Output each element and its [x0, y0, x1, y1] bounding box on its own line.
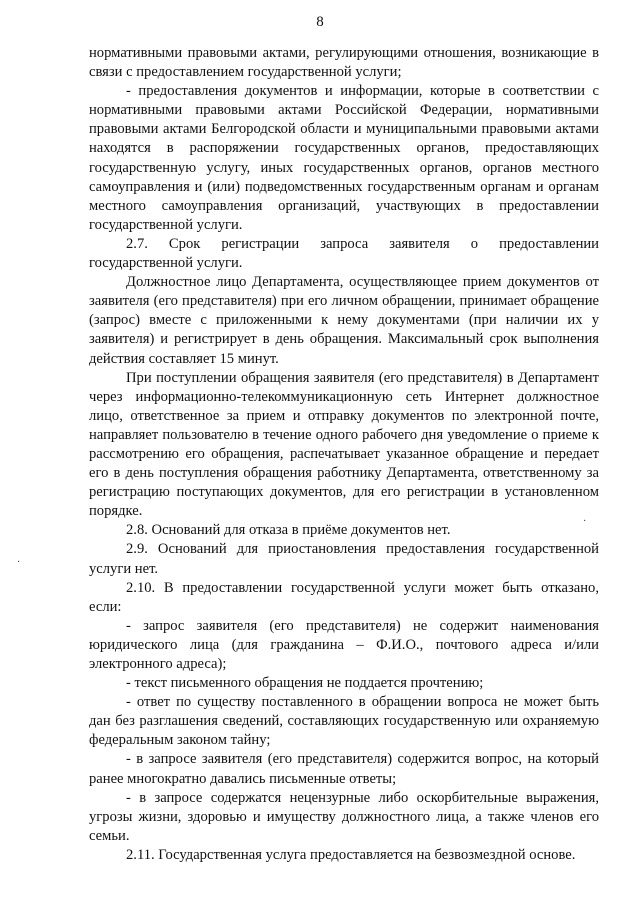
paragraph: нормативными правовыми актами, регулирующими отношения, возникающие в связи с предоставлением государственной услуги;	[89, 45, 599, 81]
section-heading: 2.11. Государственная услуга предоставляется на безвозмездной основе.	[126, 846, 576, 863]
page-number: 8	[316, 14, 324, 30]
section-heading: 2.10. В предоставлении государственной услуги может быть отказано, если:	[89, 579, 599, 615]
list-item: - ответ по существу поставленного в обращении вопроса не может быть дан без разглашения сведений, составляющих государственную или охраняемую федеральным законом тайну;	[89, 694, 599, 749]
list-item: - в запросе заявителя (его представителя) содержится вопрос, на который ранее многократно давались письменные ответы;	[89, 751, 599, 787]
list-item: - в запросе содержатся нецензурные либо оскорбительные выражения, угрозы жизни, здоровью и имуществу должностного лица, а также членов его семьи.	[89, 789, 599, 844]
section-heading: 2.9. Оснований для приостановления предоставления государственной услуги нет.	[89, 541, 599, 577]
paragraph: При поступлении обращения заявителя (его представителя) в Департамент через информационно-телекоммуникационную сеть Интернет должностное лицо, ответственное за прием и отправку документов по электронной почте, направляет пользователю в течение одного рабочего дня уведомление о приеме к рассмотрению его обращения, распечатывает указанное обращение и передает его в день поступления обращения работнику Департамента, ответственному за регистрацию поступающих документов, для его регистрации в установленном порядке.	[89, 369, 599, 520]
paragraph: - предоставления документов и информации, которые в соответствии с нормативными правовыми актами Российской Федерации, нормативными правовыми актами Белгородской области и муниципальными правовыми актами находятся в распоряжении государственных органов, предоставляющих государственную услугу, иных государственных органов, органов местного самоуправления и (или) подведомственных государственным органам и органам местного самоуправления организаций, участвующих в предоставлении государственной услуги.	[89, 83, 599, 233]
document-body	[89, 44, 599, 865]
list-item: - текст письменного обращения не поддается прочтению;	[126, 675, 484, 692]
section-heading: 2.7. Срок регистрации запроса заявителя о предоставлении государственной услуги.	[89, 235, 599, 272]
scan-speck: ·	[583, 516, 587, 527]
paragraph: Должностное лицо Департамента, осуществляющее прием документов от заявителя (его представителя) при его личном обращении, принимает обращение (запрос) вместе с приложенными к нему документами (при наличии их у заявителя) и регистрирует в день обращения. Максимальный срок выполнения действия составляет 15 минут.	[89, 274, 599, 367]
section-heading: 2.8. Оснований для отказа в приёме документов нет.	[126, 522, 451, 539]
list-item: - запрос заявителя (его представителя) не содержит наименования юридического лица (для гражданина – Ф.И.О., почтового адреса и/или электронного адреса);	[89, 617, 599, 672]
scan-speck: ·	[17, 557, 21, 568]
